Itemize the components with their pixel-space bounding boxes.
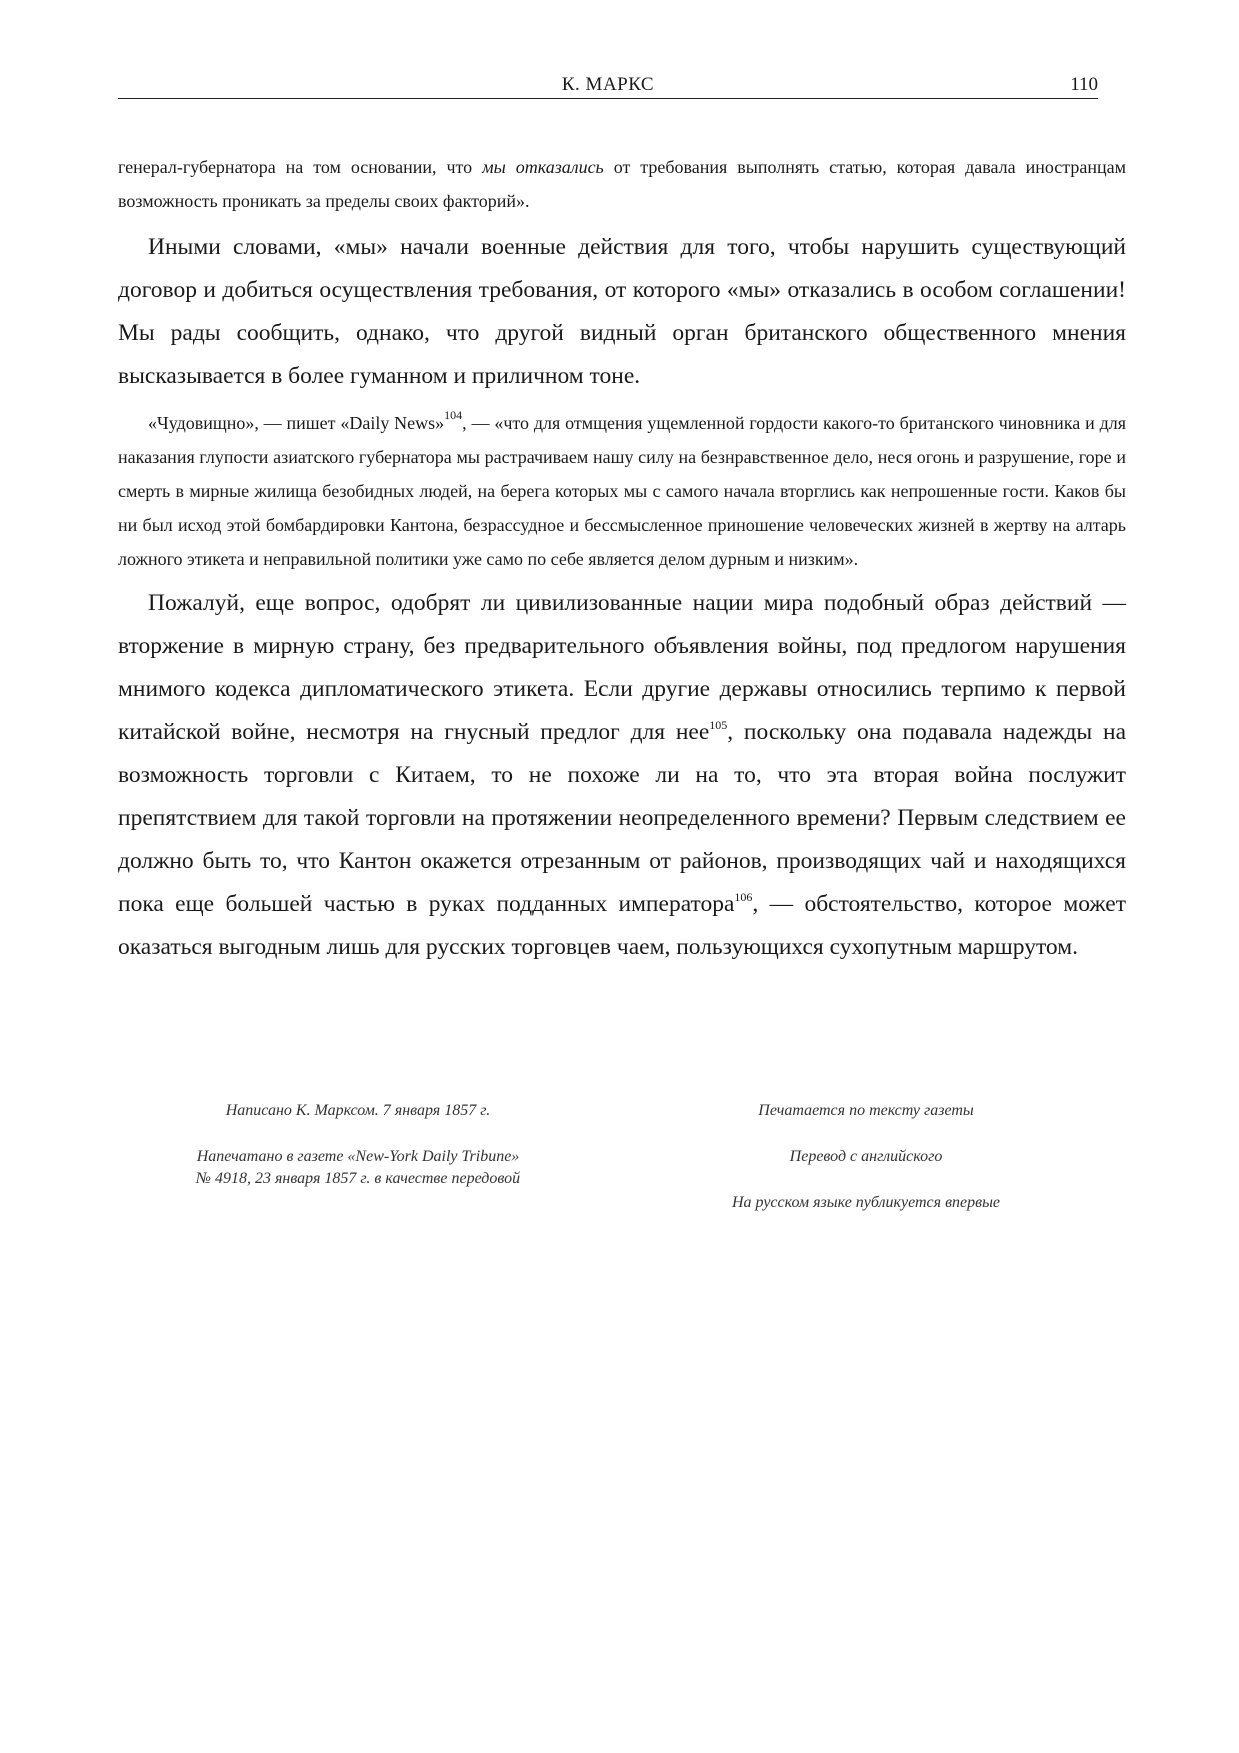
footnote-ref-105[interactable]: 105 [709, 718, 728, 732]
running-title: К. МАРКС [561, 74, 655, 95]
paragraph-2-part-3: , — обстоятельство, которое может оказаться выгодным лишь для русских торговцев чаем, пользующихся сухопутным маршрутом. [118, 891, 1126, 960]
first-publication-note: На русском языке публикуется впервые [731, 1194, 1001, 1211]
imprint-right-column [606, 1100, 1126, 1214]
page-header [118, 74, 1098, 99]
published-note-line-1: Напечатано в газете «New-York Daily Tribune» [196, 1148, 520, 1165]
paragraph-2-part-2: , поскольку она подавала надежды на возможность торговли с Китаем, то не похоже ли на то, что эта вторая война послужит препятствием для такой торговли на протяжении неопределенного времени? Первым следствием ее должно быть то, что Кантон окажется отрезанным от районов, производящих чай и находящихся пока еще большей частью в руках подданных императора [118, 719, 1126, 917]
paragraph-2-part-1: Пожалуй, еще вопрос, одобрят ли цивилизованные нации мира подобный образ действий — вторжение в мирную страну, без предварительного объявления войны, под предлогом нарушения мнимого кодекса дипломатического этикета. Если другие державы относились терпимо к первой китайской войне, несмотря на гнусный предлог для нее [118, 590, 1126, 745]
quote-emphasis: мы отказались [482, 157, 604, 177]
page-number: 110 [1070, 74, 1098, 95]
source-note: Печатается по тексту газеты [758, 1102, 974, 1119]
quote-continuation [118, 150, 1126, 218]
paragraph-2 [118, 582, 1126, 969]
daily-news-quote [118, 406, 1126, 576]
page-content [118, 150, 1126, 969]
daily-news-quote-body: , — «что для отмщения ущемленной гордости какого-то британского чиновника и для наказания глупости азиатского губернатора мы растрачиваем нашу силу на безнравственное дело, неся огонь и разрушение, горе и смерть в мирные жилища безобидных людей, на берега которых мы с самого начала вторглись как непрошенные гости. Каков бы ни был исход этой бомбардировки Кантона, безрассудное и бессмысленное приношение человеческих жизней в жертву на алтарь ложного этикета и неправильной политики уже само по себе является делом дурным и низким». [118, 413, 1127, 569]
paragraph-1: Иными словами, «мы» начали военные действия для того, чтобы нарушить существующий договор и добиться осуществления требования, от которого «мы» отказались в особом соглашении! Мы рады сообщить, однако, что другой видный орган британского общественного мнения высказывается в более гуманном и приличном тоне. [118, 234, 1126, 389]
written-note: Написано К. Марксом. 7 января 1857 г. [225, 1102, 491, 1119]
footnote-ref-104[interactable]: 104 [444, 408, 463, 422]
footnote-ref-106[interactable]: 106 [734, 890, 753, 904]
published-note-line-2: № 4918, 23 января 1857 г. в качестве передовой [195, 1170, 521, 1187]
quote-continuation-text-start: генерал-губернатора на том основании, что [118, 157, 483, 177]
daily-news-quote-start: «Чудовищно», — пишет «Daily News» [148, 413, 445, 433]
quote-continuation-text-end: от требования выполнять статью, которая давала иностранцам возможность проникать за пределы своих факторий». [118, 157, 1126, 211]
translation-note: Перевод с английского [789, 1148, 943, 1165]
imprint-left-column [118, 1100, 598, 1190]
